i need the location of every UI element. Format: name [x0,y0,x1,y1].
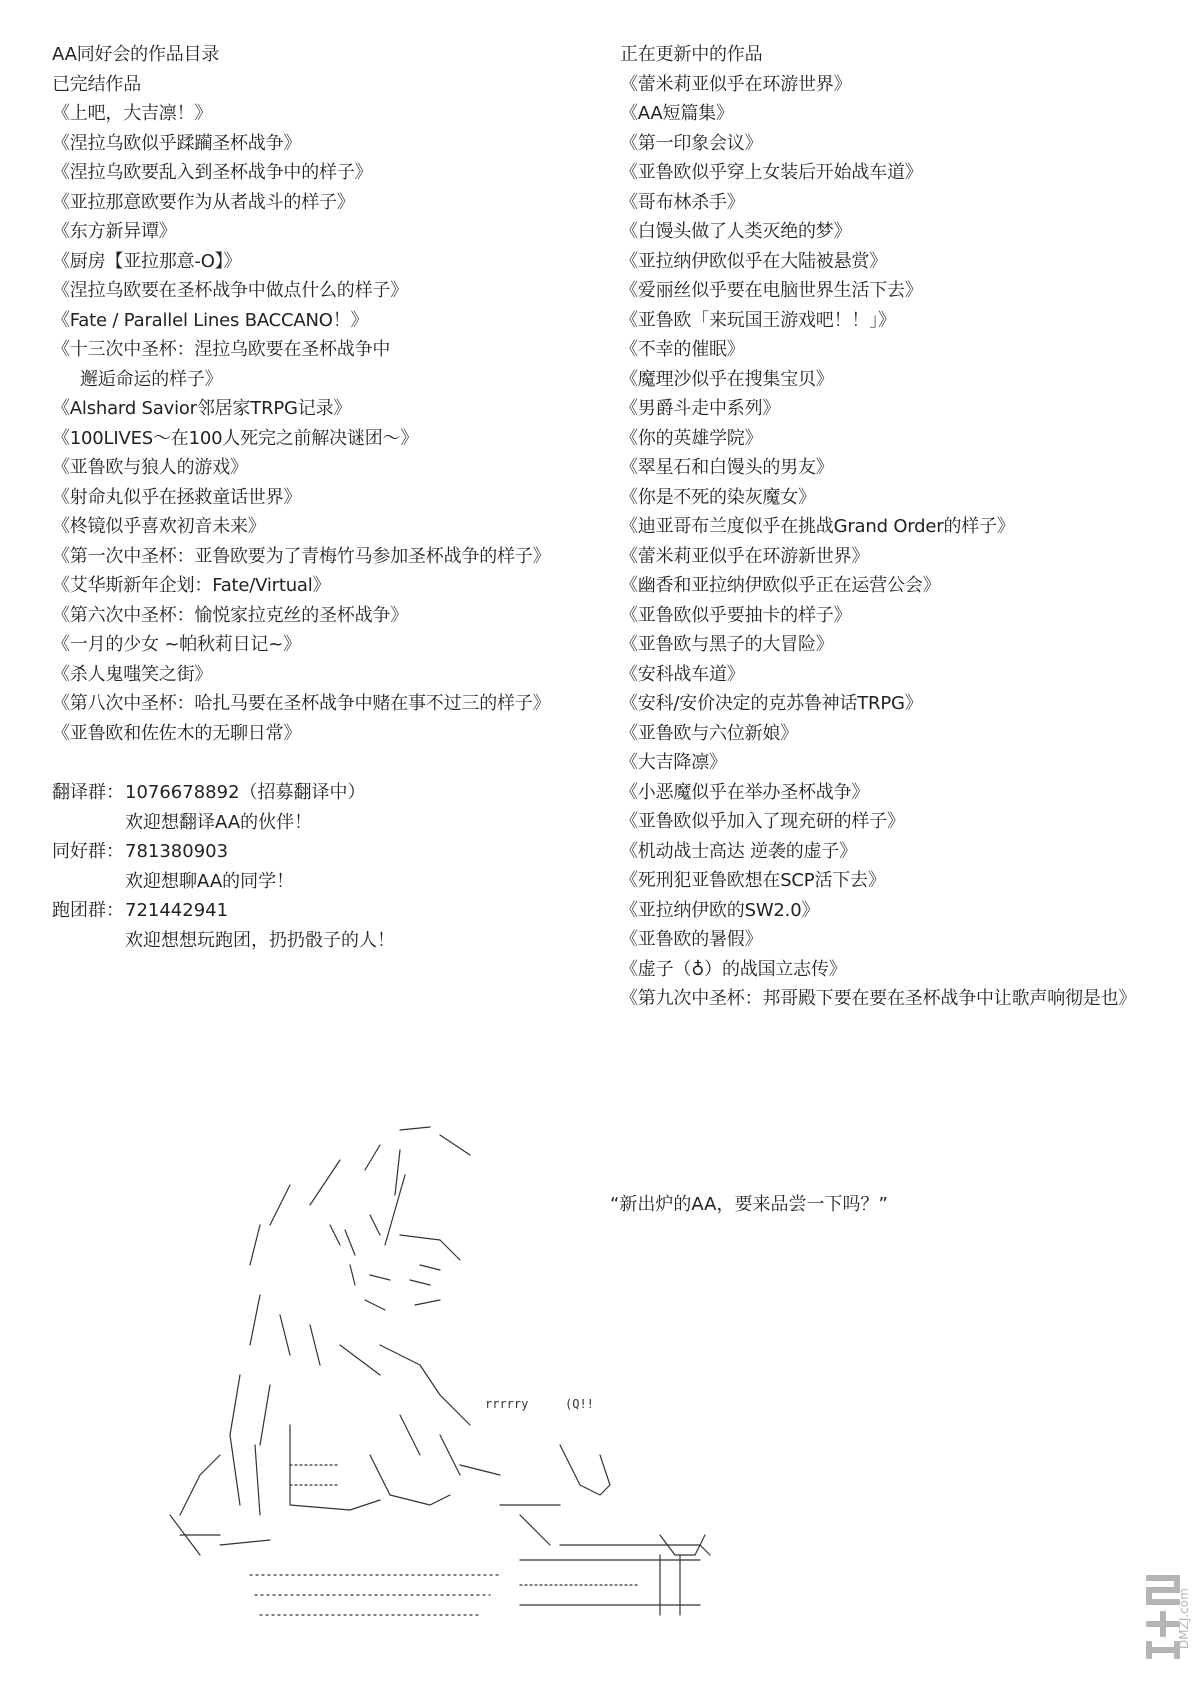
list-item: 《你的英雄学院》 [620,427,763,449]
group-number: 781380903 [125,841,229,862]
list-item: 《第八次中圣杯：哈扎马要在圣杯战争中赌在事不过三的样子》 [52,693,551,714]
list-item: 《亚鲁欧「来玩国王游戏吧！！」》 [620,309,896,331]
list-item: 《蕾米莉亚似乎在环游新世界》 [620,545,870,567]
ongoing-list [620,70,1180,1014]
group-label: 翻译群： [52,782,124,803]
list-item: 《涅拉乌欧要在圣杯战争中做点什么的样子》 [52,280,408,301]
group-info [52,778,592,955]
list-item: 《涅拉乌欧似乎蹂躏圣杯战争》 [52,132,302,154]
list-item: 《Fate / Parallel Lines BACCANO！》 [52,309,369,331]
fan-group [52,837,592,867]
completed-heading: 已完结作品 [52,73,141,95]
list-item: 《白馒头做了人类灭绝的梦》 [620,221,852,242]
list-item-continuation: 邂逅命运的样子》 [80,368,223,390]
list-item: 《第一次中圣杯：亚鲁欧要为了青梅竹马参加圣杯战争的样子》 [52,545,551,567]
list-item: 《第九次中圣杯：邦哥殿下要在要在圣杯战争中让歌声响彻是也》 [620,988,1137,1009]
list-item: 《第六次中圣杯：愉悦家拉克丝的圣杯战争》 [52,604,408,626]
list-item: 《亚鲁欧似乎要抽卡的样子》 [620,604,852,626]
art-exclaim: (Q!! [565,1397,594,1411]
list-item: 《小恶魔似乎在举办圣杯战争》 [620,781,870,803]
list-item: 《亚鲁欧似乎加入了现充研的样子》 [620,811,905,832]
list-item: 《不幸的催眠》 [620,339,745,360]
list-item: 《亚鲁欧与六位新娘》 [620,722,798,744]
list-item: 《涅拉乌欧要乱入到圣杯战争中的样子》 [52,162,373,183]
dmzj-logo-icon [1138,1529,1198,1679]
completed-list [52,99,592,748]
list-item: 《迪亚哥布兰度似乎在挑战Grand Order的样子》 [620,516,1015,537]
list-item: 《亚拉纳伊欧似乎在大陆被悬赏》 [620,250,887,272]
group-note: 欢迎想想玩跑团，扔扔骰子的人！ [125,929,395,951]
list-item: 《100LIVES～在100人死完之前解决谜团～》 [52,427,419,449]
list-item: 《亚鲁欧的暑假》 [620,929,763,950]
group-label: 同好群： [52,841,124,862]
list-item: 《男爵斗走中系列》 [620,398,781,419]
group-number: 1076678892（招募翻译中） [125,782,366,803]
list-item: 《安科/安价决定的克苏鲁神话TRPG》 [620,693,923,714]
list-item: 《魔理沙似乎在搜集宝贝》 [620,368,834,390]
ongoing-heading: 正在更新中的作品 [620,44,763,65]
list-item: 《机动战士高达 逆袭的虚子》 [620,840,857,862]
list-item: 《死刑犯亚鲁欧想在SCP活下去》 [620,870,886,891]
list-item: 《亚鲁欧似乎穿上女装后开始战车道》 [620,162,923,183]
list-item: 《亚鲁欧与狼人的游戏》 [52,457,248,478]
list-item: 《东方新异谭》 [52,221,177,242]
list-item: 《亚拉那意欧要作为从者战斗的样子》 [52,191,355,213]
list-item: 《亚拉纳伊欧的SW2.0》 [620,899,820,921]
list-item: 《AA短篇集》 [620,103,734,124]
list-item: 《艾华斯新年企划：Fate/Virtual》 [52,575,331,596]
group-note: 欢迎想聊AA的同学！ [125,870,295,892]
list-item: 《翠星石和白馒头的男友》 [620,457,834,478]
list-item: 《亚鲁欧和佐佐木的无聊日常》 [52,722,302,744]
list-item: 《杀人鬼嗤笑之街》 [52,663,213,685]
list-item: 《蕾米莉亚似乎在环游世界》 [620,73,852,95]
trpg-group [52,896,592,926]
left-column [52,40,592,955]
list-item: 《你是不死的染灰魔女》 [620,486,816,508]
list-item: 《一月的少女 ~帕秋莉日记~》 [52,634,301,655]
group-note: 欢迎想翻译AA的伙伴！ [125,811,313,833]
list-item: 《射命丸似乎在拯救童话世界》 [52,486,302,508]
list-item: 《厨房【亚拉那意-O】》 [52,250,242,272]
list-item: 《Alshard Savior邻居家TRPG记录》 [52,398,352,419]
translation-group [52,778,592,808]
group-label: 跑团群： [52,900,124,921]
list-item: 《上吧，大吉凛！》 [52,103,213,124]
list-item: 《柊镜似乎喜欢初音未来》 [52,516,266,537]
list-item: 《虚子（♁）的战国立志传》 [620,958,847,980]
list-item: 《第一印象会议》 [620,132,763,154]
list-item: 《亚鲁欧与黑子的大冒险》 [620,634,834,655]
list-item: 《十三次中圣杯：涅拉乌欧要在圣杯战争中 [52,339,391,360]
speech-quote: “新出炉的AA，要来品尝一下吗？” [610,1194,888,1215]
watermark-text: DMZJ.com [1177,1588,1191,1649]
dmzj-watermark [1138,1529,1198,1679]
group-number: 721442941 [125,900,229,921]
art-sfx: rrrrry [485,1397,529,1411]
list-item: 《安科战车道》 [620,663,745,685]
list-item: 《爱丽丝似乎要在电脑世界生活下去》 [620,280,923,301]
list-item: 《幽香和亚拉纳伊欧似乎正在运营公会》 [620,575,941,596]
list-item: 《哥布林杀手》 [620,191,745,213]
right-column [620,40,1180,1014]
list-item: 《大吉降凛》 [620,752,727,773]
catalog-title: AA同好会的作品目录 [52,44,220,65]
